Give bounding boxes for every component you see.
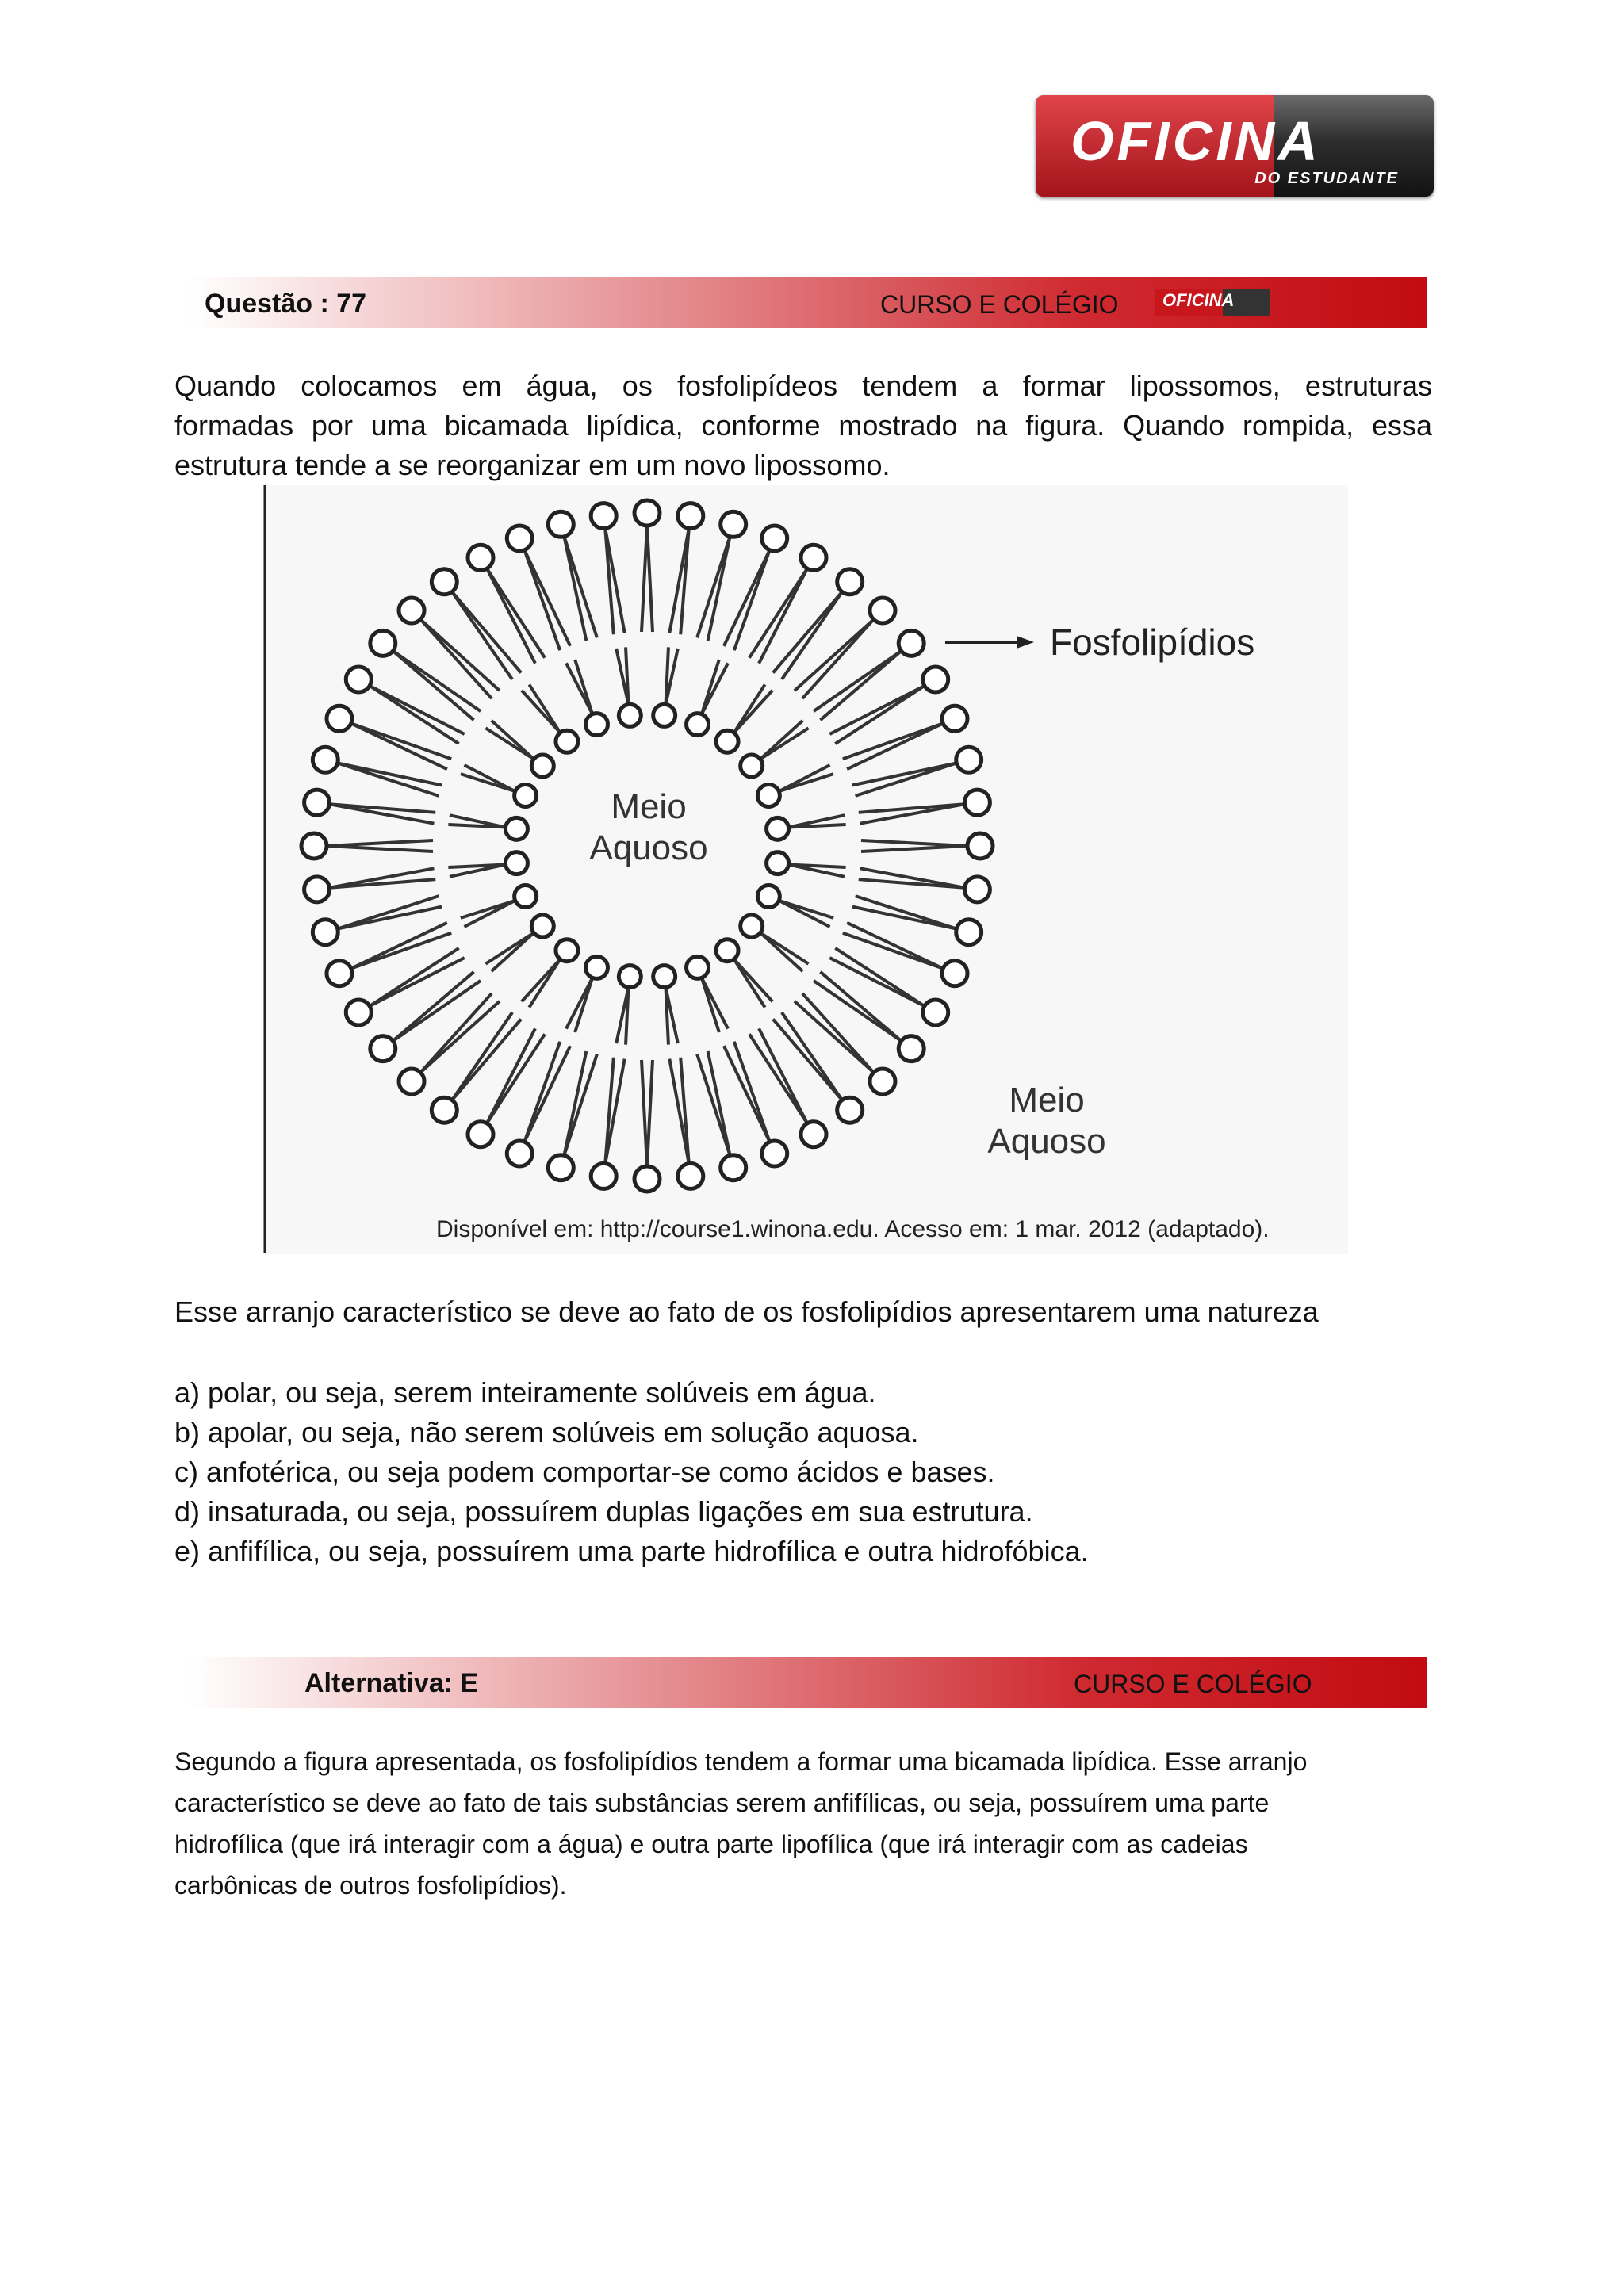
inner-lipid-head bbox=[767, 817, 789, 840]
inner-lipid-head bbox=[757, 784, 779, 806]
option-d: d) insaturada, ou seja, possuírem duplas ligações em sua estrutura. bbox=[174, 1495, 1033, 1528]
outer-lipid-head bbox=[370, 1036, 396, 1062]
liposome-figure bbox=[263, 485, 1348, 1254]
inner-medium-label-1: Meio bbox=[611, 787, 687, 826]
outer-lipid-head bbox=[898, 1036, 924, 1062]
course-label: CURSO E COLÉGIO bbox=[880, 290, 1119, 319]
outer-lipid-head bbox=[964, 790, 990, 815]
phospholipid-label: Fosfolipídios bbox=[1050, 622, 1255, 663]
question-number: Questão : 77 bbox=[205, 289, 367, 319]
outer-lipid-head bbox=[346, 667, 371, 692]
outer-medium-label-1: Meio bbox=[1009, 1081, 1085, 1119]
option-a: a) polar, ou seja, serem inteiramente solúveis em água. bbox=[174, 1376, 876, 1409]
inner-lipid-head bbox=[767, 852, 789, 874]
outer-lipid-head bbox=[312, 747, 338, 772]
inner-lipid-head bbox=[505, 852, 527, 874]
logo-word: OFICINA bbox=[1071, 110, 1321, 172]
outer-lipid-head bbox=[399, 1069, 424, 1094]
outer-lipid-head bbox=[870, 598, 895, 623]
option-b: b) apolar, ou seja, não serem solúveis em solução aquosa. bbox=[174, 1416, 919, 1448]
outer-lipid-head bbox=[431, 1097, 457, 1123]
logo-subtitle: DO ESTUDANTE bbox=[1254, 170, 1399, 187]
inner-lipid-head bbox=[741, 755, 763, 777]
outer-lipid-head bbox=[548, 1155, 573, 1181]
liposome-diagram bbox=[263, 485, 1348, 1254]
answer-label: Alternativa: E bbox=[304, 1668, 479, 1698]
oficina-logo bbox=[1036, 95, 1434, 197]
inner-lipid-head bbox=[687, 956, 709, 978]
outer-lipid-head bbox=[634, 500, 660, 526]
outer-lipid-head bbox=[468, 1122, 493, 1147]
question-text: Esse arranjo característico se deve ao fato de os fosfolipídios apresentarem uma natureza bbox=[174, 1295, 1319, 1328]
inner-lipid-head bbox=[515, 784, 537, 806]
explanation bbox=[174, 1741, 1443, 1906]
explanation-line: característico se deve ao fato de tais substâncias serem anfifílicas, ou seja, possuírem uma parte bbox=[174, 1789, 1270, 1817]
inner-lipid-head bbox=[653, 966, 676, 988]
outer-lipid-head bbox=[721, 511, 746, 537]
outer-lipid-head bbox=[327, 961, 352, 986]
outer-lipid-head bbox=[967, 833, 993, 859]
outer-lipid-head bbox=[327, 706, 352, 731]
outer-lipid-head bbox=[591, 503, 616, 529]
inner-lipid-head bbox=[716, 939, 738, 962]
outer-lipid-head bbox=[942, 961, 967, 986]
outer-lipid-head bbox=[956, 920, 982, 945]
outer-lipid-head bbox=[312, 920, 338, 945]
figure-source: Disponível em: http://course1.winona.edu. Acesso em: 1 mar. 2012 (adaptado). bbox=[436, 1216, 1270, 1242]
outer-lipid-head bbox=[304, 790, 330, 815]
outer-lipid-head bbox=[304, 877, 330, 902]
outer-lipid-head bbox=[678, 1163, 703, 1188]
outer-lipid-head bbox=[548, 511, 573, 537]
outer-lipid-head bbox=[762, 526, 787, 551]
inner-lipid-head bbox=[619, 704, 641, 726]
intro-line: Quando colocamos em água, os fosfolipídeos tendem a formar lipossomos, estruturas bbox=[174, 369, 1432, 402]
inner-lipid-head bbox=[741, 915, 763, 937]
outer-medium-label-2: Aquoso bbox=[987, 1122, 1106, 1161]
outer-lipid-head bbox=[964, 877, 990, 902]
answer-header-bar bbox=[189, 1657, 1427, 1708]
inner-lipid-head bbox=[619, 966, 641, 988]
outer-lipid-head bbox=[942, 706, 967, 731]
outer-lipid-head bbox=[346, 1000, 371, 1025]
outer-lipid-head bbox=[956, 747, 982, 772]
options-list bbox=[174, 1373, 1089, 1571]
inner-lipid-head bbox=[556, 730, 578, 752]
inner-lipid-head bbox=[653, 704, 676, 726]
outer-lipid-head bbox=[870, 1069, 895, 1094]
outer-lipid-head bbox=[801, 1122, 826, 1147]
option-e: e) anfifílica, ou seja, possuírem uma parte hidrofílica e outra hidrofóbica. bbox=[174, 1535, 1089, 1567]
intro-paragraph bbox=[174, 366, 1432, 485]
outer-lipid-head bbox=[898, 630, 924, 656]
inner-lipid-head bbox=[757, 886, 779, 908]
intro-line: formadas por uma bicamada lipídica, conforme mostrado na figura. Quando rompida, essa bbox=[174, 409, 1432, 442]
inner-lipid-head bbox=[687, 714, 709, 736]
explanation-line: Segundo a figura apresentada, os fosfolipídios tendem a formar uma bicamada lipídica. Esse arranjo bbox=[174, 1747, 1308, 1776]
answer-course-label: CURSO E COLÉGIO bbox=[1074, 1670, 1312, 1698]
outer-lipid-head bbox=[301, 833, 327, 859]
outer-lipid-head bbox=[678, 503, 703, 529]
outer-lipid-head bbox=[468, 545, 493, 570]
mini-oficina-logo bbox=[1155, 289, 1270, 316]
outer-lipid-head bbox=[370, 630, 396, 656]
explanation-line: hidrofílica (que irá interagir com a água) e outra parte lipofílica (que irá interagir com as cadeias bbox=[174, 1830, 1248, 1858]
inner-lipid-head bbox=[505, 817, 527, 840]
outer-lipid-head bbox=[837, 1097, 863, 1123]
outer-lipid-head bbox=[801, 545, 826, 570]
inner-lipid-head bbox=[585, 956, 607, 978]
outer-lipid-head bbox=[923, 667, 948, 692]
outer-lipid-head bbox=[399, 598, 424, 623]
inner-medium-label-2: Aquoso bbox=[589, 828, 708, 867]
outer-lipid-head bbox=[634, 1166, 660, 1192]
inner-lipid-head bbox=[585, 714, 607, 736]
inner-lipid-head bbox=[515, 886, 537, 908]
inner-lipid-head bbox=[556, 939, 578, 962]
outer-lipid-head bbox=[591, 1163, 616, 1188]
outer-lipid-head bbox=[507, 1141, 532, 1166]
outer-lipid-head bbox=[721, 1155, 746, 1181]
explanation-line: carbônicas de outros fosfolipídios). bbox=[174, 1871, 567, 1900]
outer-lipid-head bbox=[762, 1141, 787, 1166]
intro-line: estrutura tende a se reorganizar em um novo lipossomo. bbox=[174, 449, 891, 481]
inner-lipid-head bbox=[716, 730, 738, 752]
inner-lipid-head bbox=[531, 755, 553, 777]
mini-logo-text: OFICINA bbox=[1162, 290, 1235, 310]
outer-lipid-head bbox=[837, 569, 863, 595]
outer-lipid-head bbox=[923, 1000, 948, 1025]
outer-lipid-head bbox=[431, 569, 457, 595]
inner-lipid-head bbox=[531, 915, 553, 937]
option-c: c) anfotérica, ou seja podem comportar-se como ácidos e bases. bbox=[174, 1456, 995, 1488]
outer-lipid-head bbox=[507, 526, 532, 551]
